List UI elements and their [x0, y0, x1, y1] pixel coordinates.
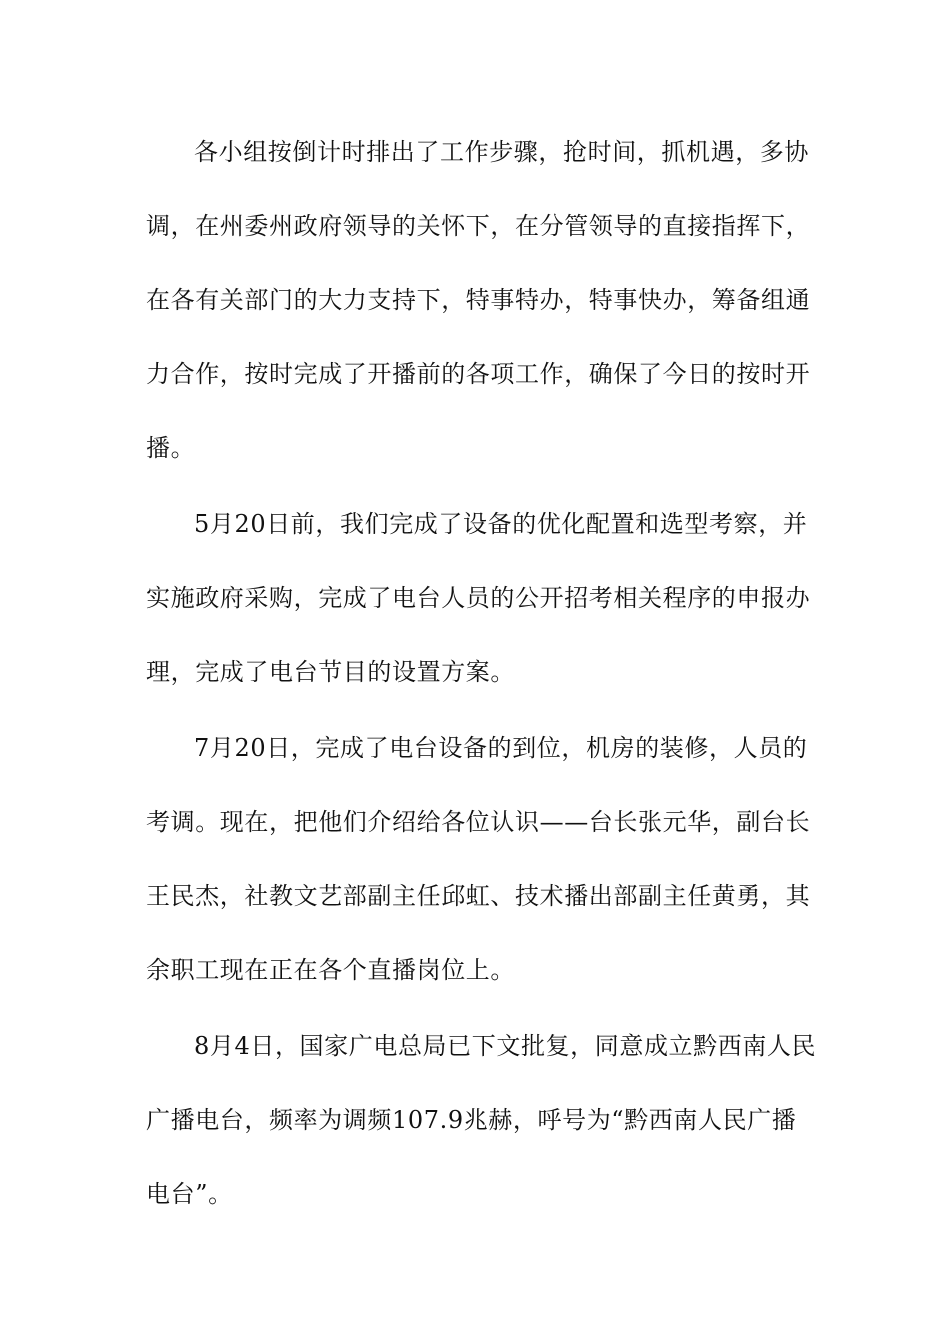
- paragraph-1-line-2: 调，在州委州政府领导的关怀下，在分管领导的直接指挥下，: [146, 212, 811, 240]
- paragraph-3-line-1: 7月20日，完成了电台设备的到位，机房的装修，人员的: [194, 734, 808, 762]
- paragraph-3-line-4: 余职工现在正在各个直播岗位上。: [146, 956, 515, 984]
- paragraph-1-line-5: 播。: [146, 434, 196, 462]
- paragraph-4-line-2: 广播电台，频率为调频107.9兆赫，呼号为“黔西南人民广播: [146, 1106, 797, 1134]
- paragraph-3-line-2: 考调。现在，把他们介绍给各位认识——台长张元华，副台长: [146, 808, 811, 836]
- paragraph-4-line-3: 电台”。: [146, 1180, 233, 1208]
- paragraph-1-line-3: 在各有关部门的大力支持下，特事特办，特事快办，筹备组通: [146, 286, 811, 314]
- paragraph-1-line-4: 力合作，按时完成了开播前的各项工作，确保了今日的按时开: [146, 360, 811, 388]
- paragraph-2-line-3: 理，完成了电台节目的设置方案。: [146, 658, 515, 686]
- paragraph-3-line-3: 王民杰，社教文艺部副主任邱虹、技术播出部副主任黄勇，其: [146, 882, 811, 910]
- paragraph-2-line-1: 5月20日前，我们完成了设备的优化配置和选型考察，并: [194, 510, 808, 538]
- paragraph-4-line-1: 8月4日，国家广电总局已下文批复，同意成立黔西南人民: [194, 1032, 817, 1060]
- paragraph-2-line-2: 实施政府采购，完成了电台人员的公开招考相关程序的申报办: [146, 584, 811, 612]
- paragraph-1-line-1: 各小组按倒计时排出了工作步骤，抢时间，抓机遇，多协: [194, 138, 809, 166]
